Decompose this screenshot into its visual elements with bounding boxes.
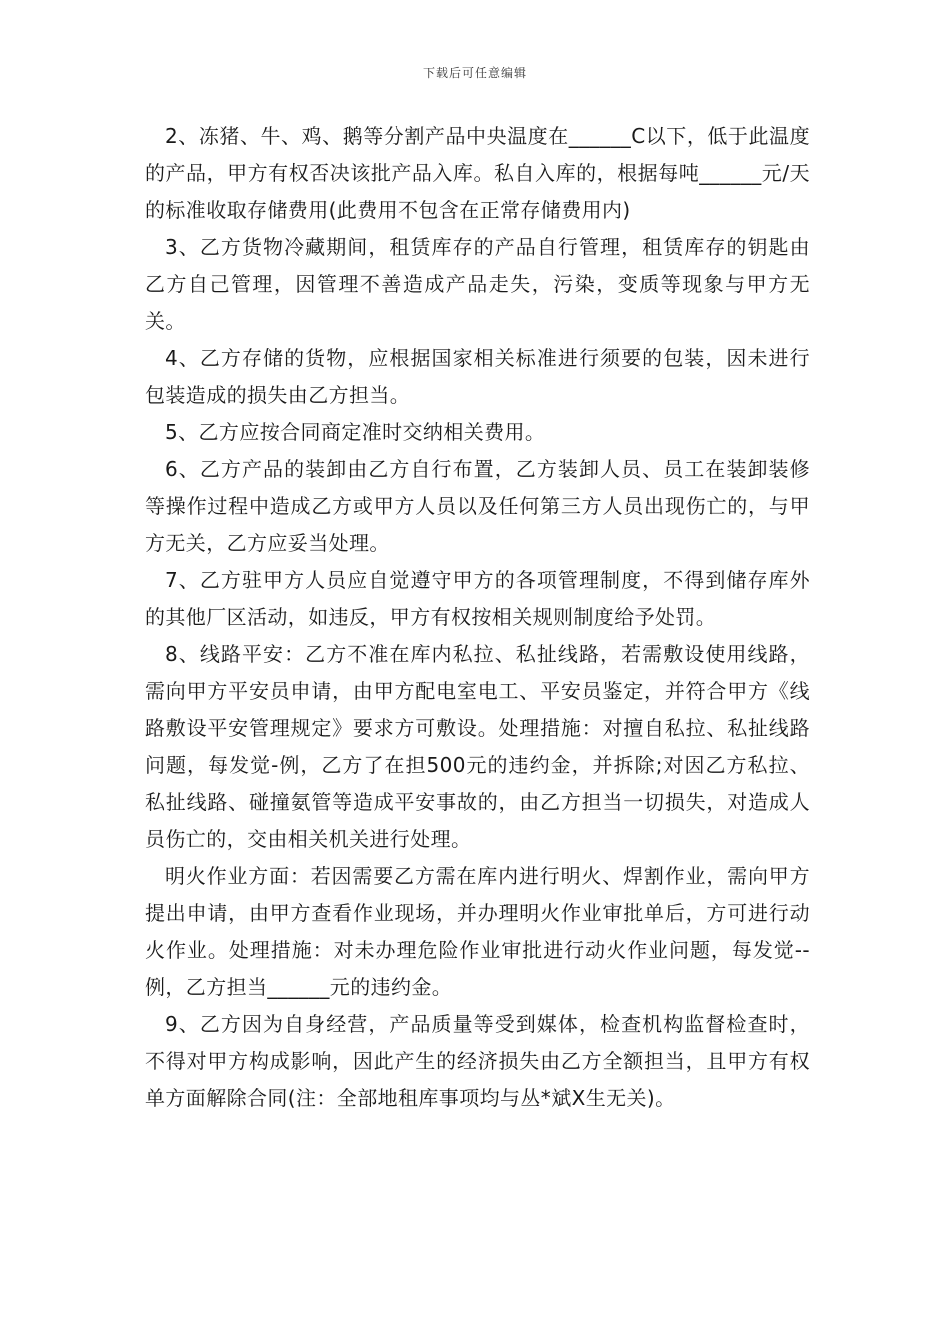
page-header: 下载后可任意编辑 [422,66,527,80]
document-body [145,118,810,1117]
clause-8-paragraph: 8、线路平安：乙方不准在库内私拉、私扯线路，若需敷设使用线路，需向甲方平安员申请，由甲方配电室电工、平安员鉴定，并符合甲方《线路敷设平安管理规定》要求方可敷设。处理措施：对擅自私拉、私扯线路问题，每发觉-例，乙方了在担500元的违约金，并拆除;对因乙方私拉、私扯线路、碰撞氨管等造成平安事故的，由乙方担当一切损失，对造成人员伤亡的，交由相关机关进行处理。 [145,642,810,851]
open-fire-paragraph: 明火作业方面：若因需要乙方需在库内进行明火、焊割作业，需向甲方提出申请，由甲方查看作业现场，并办理明火作业审批单后，方可进行动火作业。处理措施：对未办理危险作业审批进行动火作业问题，每发觉--例，乙方担当______元的违约金。 [145,864,810,999]
clause-6-paragraph: 6、乙方产品的装卸由乙方自行布置，乙方装卸人员、员工在装卸装修等操作过程中造成乙方或甲方人员以及任何第三方人员出现伤亡的，与甲方无关，乙方应妥当处理。 [145,457,810,555]
clause-5-paragraph: 5、乙方应按合同商定准时交纳相关费用。 [165,420,546,444]
clause-2-paragraph: 2、冻猪、牛、鸡、鹅等分割产品中央温度在______C以下，低于此温度的产品，甲方有权否决该批产品入库。私自入库的，根据每吨______元/天的标准收取存储费用(此费用不包含在正常存储费用内) [145,124,810,222]
clause-4-paragraph: 4、乙方存储的货物，应根据国家相关标准进行须要的包装，因未进行包装造成的损失由乙方担当。 [145,346,810,407]
clause-7-paragraph: 7、乙方驻甲方人员应自觉遵守甲方的各项管理制度，不得到储存库外的其他厂区活动，如违反，甲方有权按相关规则制度给予处罚。 [145,568,810,629]
clause-9-paragraph: 9、乙方因为自身经营，产品质量等受到媒体，检查机构监督检查时，不得对甲方构成影响，因此产生的经济损失由乙方全额担当，且甲方有权单方面解除合同(注：全部地租库事项均与丛*斌X生无关)。 [145,1012,810,1110]
clause-3-paragraph: 3、乙方货物冷藏期间，租赁库存的产品自行管理，租赁库存的钥匙由乙方自己管理，因管理不善造成产品走失，污染，变质等现象与甲方无关。 [145,235,810,333]
